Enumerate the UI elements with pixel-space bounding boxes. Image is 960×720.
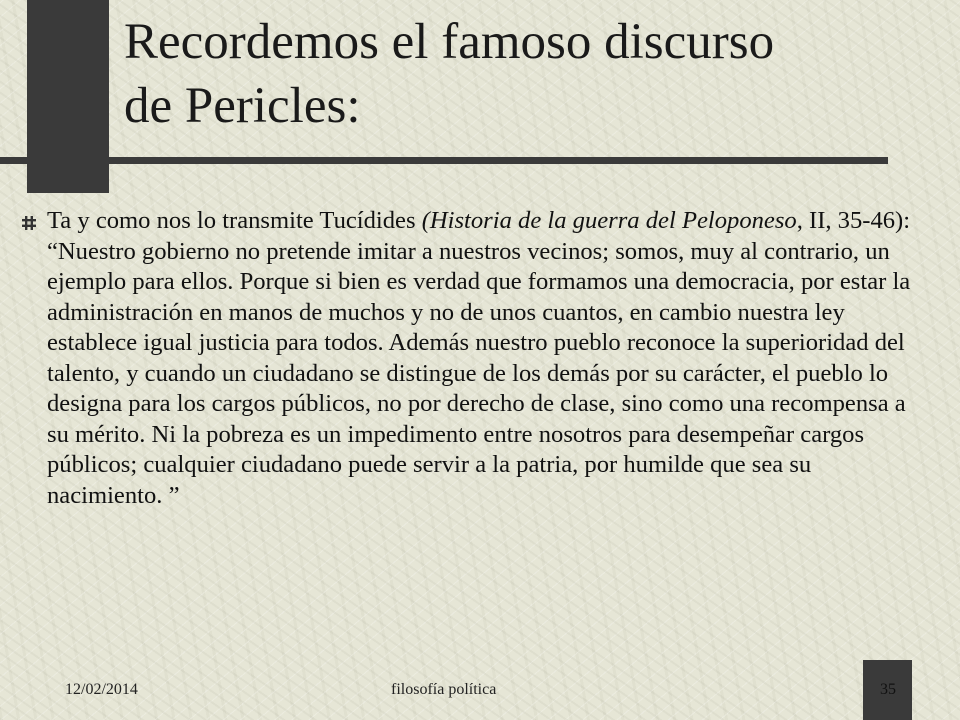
footer-subject: filosofía política <box>391 681 497 698</box>
footer-date: 12/02/2014 <box>65 681 138 698</box>
quote-paragraph <box>47 206 919 511</box>
paragraph-intro: Ta y como nos lo transmite Tucídides <box>47 207 422 234</box>
title-line-2: de Pericles: <box>124 78 361 134</box>
slide-title <box>124 10 924 138</box>
hash-bullet-icon <box>22 216 36 230</box>
book-title: (Historia de la guerra del Peloponeso <box>421 207 797 234</box>
title-line-1: Recordemos el famoso discurso <box>124 14 775 70</box>
title-accent-block <box>27 0 109 193</box>
page-number: 35 <box>880 681 896 698</box>
paragraph-quote: , II, 35-46): “Nuestro gobierno no pretende imitar a nuestros vecinos; somos, muy al contrario, un ejemplo para ellos. Porque si bien es verdad que formamos una democracia, por estar la administración en manos de muchos y no de unos cuantos, en cambio nuestra ley establece igual justicia para todos. Además nuestro pueblo reconoce la superioridad del talento, y cuando un ciudadano se distingue de los demás por su carácter, el pueblo lo designa para los cargos públicos, no por derecho de clase, sino como una recompensa a su mérito. Ni la pobreza es un impedimento entre nosotros para desempeñar cargos públicos; cualquier ciudadano puede servir a la patria, por humilde que sea su nacimiento. ” <box>47 207 911 509</box>
title-rule <box>0 157 888 164</box>
